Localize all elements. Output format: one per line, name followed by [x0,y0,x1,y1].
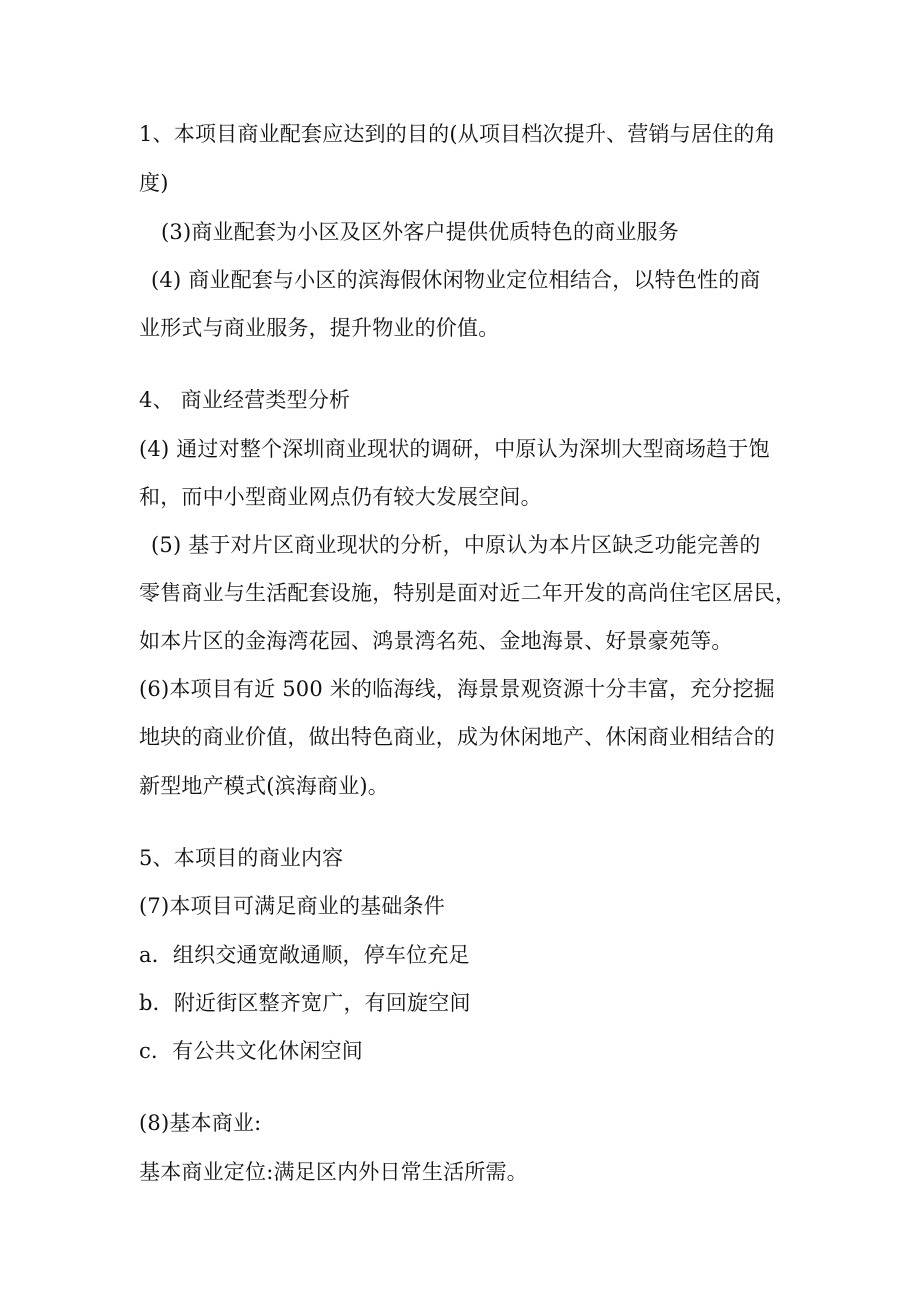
text-line-1: 1、本项目商业配套应达到的目的(从项目档次提升、营销与居住的角 [139,122,776,146]
list-item-c: c．有公共文化休闲空间 [139,1039,363,1063]
text-line-13: 新型地产模式(滨海商业)。 [139,774,389,798]
list-item-b: b．附近街区整齐宽广，有回旋空间 [139,991,471,1015]
text-line-2: 度) [139,171,169,195]
text-line-8: (5) 基于对片区商业现状的分析，中原认为本片区缺乏功能完善的 [151,533,761,557]
text-line-3: (3)商业配套为小区及区外客户提供优质特色的商业服务 [161,220,679,244]
text-line-16: 基本商业定位:满足区内外日常生活所需。 [139,1160,528,1184]
text-line-4: (4) 商业配套与小区的滨海假休闲物业定位相结合，以特色性的商 [151,268,761,292]
text-line-11: (6)本项目有近 500 米的临海线，海景景观资源十分丰富，充分挖掘 [139,677,775,701]
text-line-12: 地块的商业价值，做出特色商业，成为休闲地产、休闲商业相结合的 [139,725,775,749]
text-line-6: (4) 通过对整个深圳商业现状的调研，中原认为深圳大型商场趋于饱 [139,437,770,461]
text-line-5: 业形式与商业服务，提升物业的价值。 [139,316,500,340]
section-heading-4: 4、 商业经营类型分析 [139,388,351,412]
text-line-14: (7)本项目可满足商业的基础条件 [139,894,445,918]
text-line-10: 如本片区的金海湾花园、鸿景湾名苑、金地海景、好景豪苑等。 [139,629,733,653]
text-line-15: (8)基本商业: [139,1111,262,1135]
text-line-7: 和，而中小型商业网点仍有较大发展空间。 [139,485,542,509]
list-item-a: a．组织交通宽敞通顺，停车位充足 [139,943,470,967]
section-heading-5: 5、本项目的商业内容 [139,846,344,870]
text-line-9: 零售商业与生活配套设施，特别是面对近二年开发的高尚住宅区居民， [139,581,797,605]
